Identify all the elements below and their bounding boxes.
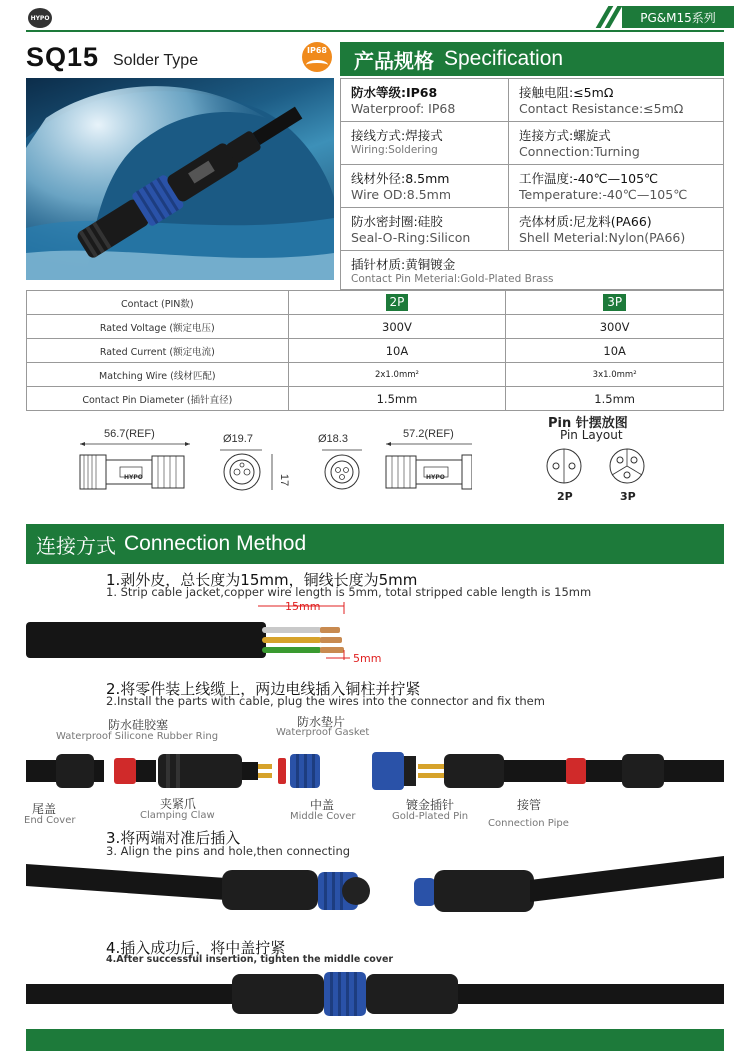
tighten-cover-diagram xyxy=(26,966,724,1026)
table-row xyxy=(27,363,724,387)
male-length-dim: 56.7(REF) xyxy=(104,428,155,440)
table-header-cell xyxy=(506,291,724,315)
spec-label-cn: 工作温度:-40℃—105℃ xyxy=(519,171,659,186)
dimension-drawing xyxy=(72,440,472,500)
table-header-cell xyxy=(288,291,506,315)
spec-label-en: Seal-O-Ring:Silicon xyxy=(351,230,471,245)
step-3-cn: 3.将两端对准后插入 xyxy=(106,829,241,847)
part-rubber-ring-cn: 防水硅胶塞 xyxy=(108,718,169,732)
spec-row xyxy=(341,165,723,208)
table-row xyxy=(27,387,724,411)
part-connection-pipe-en: Connection Pipe xyxy=(488,818,569,829)
spec-label-en: Contact Pin Meterial:Gold-Plated Brass xyxy=(351,273,554,285)
table-cell: 10A xyxy=(506,339,724,363)
spec-label-en: Connection:Turning xyxy=(519,144,640,159)
step-4-en: 4.After successful insertion, tighten the middle cover xyxy=(106,954,394,965)
part-rubber-ring-en: Waterproof Silicone Rubber Ring xyxy=(56,731,219,742)
part-connection-pipe-cn: 接管 xyxy=(517,798,542,812)
brand-logo: HYPO xyxy=(28,8,52,28)
part-gasket-cn: 防水垫片 xyxy=(297,715,346,729)
table-row xyxy=(27,339,724,363)
spec-label-cn: 防水等级:IP68 xyxy=(351,85,438,100)
table-row-label: Contact Pin Diameter (插针直径) xyxy=(27,387,289,411)
pin-label-2p: 2P xyxy=(557,490,573,503)
step-1-cn: 1.剥外皮，总长度为15mm，铜线长度为5mm xyxy=(106,571,418,589)
table-header-label: Contact (PIN数) xyxy=(27,291,289,315)
female-diameter-dim: Ø18.3 xyxy=(318,433,348,445)
part-end-cover-en: End Cover xyxy=(24,815,76,826)
table-row xyxy=(27,291,724,315)
connection-title-cn: 连接方式 xyxy=(36,533,116,558)
spec-cell xyxy=(509,208,723,250)
spec-label-cn: 接触电阻:≤5mΩ xyxy=(519,85,614,100)
step-3-en: 3. Align the pins and hole,then connecting xyxy=(106,844,351,858)
table-row-label: Rated Voltage (额定电压) xyxy=(27,315,289,339)
spec-cell xyxy=(341,251,723,289)
connection-title-en: Connection Method xyxy=(124,532,307,555)
spec-label-en: Wiring:Soldering xyxy=(351,144,438,156)
spec-title-cn: 产品规格 xyxy=(354,48,434,73)
table-cell: 2x1.0mm² xyxy=(288,363,506,387)
spec-row xyxy=(341,251,723,289)
part-clamping-claw-cn: 夹紧爪 xyxy=(160,797,197,811)
pin-layout-diagram xyxy=(544,446,654,486)
part-gold-pin-en: Gold-Plated Pin xyxy=(392,811,469,822)
pin-label-3p: 3P xyxy=(620,490,636,503)
spec-grid xyxy=(340,78,724,290)
spec-label-en: Contact Resistance:≤5mΩ xyxy=(519,101,684,116)
table-cell: 3x1.0mm² xyxy=(506,363,724,387)
spec-label-cn: 壳体材质:尼龙料(PA66) xyxy=(519,214,652,229)
footer-bar xyxy=(26,1029,724,1051)
pin-layout-title: Pin 针摆放图 xyxy=(548,416,628,431)
spec-label-en: Shell Meterial:Nylon(PA66) xyxy=(519,230,686,245)
parameter-table xyxy=(26,290,724,411)
part-middle-cover-cn: 中盖 xyxy=(310,798,335,812)
height-dim: 17 xyxy=(278,473,291,487)
spec-label-cn: 接线方式:焊接式 xyxy=(351,128,443,143)
step-2-en: 2.Install the parts with cable, plug the wires into the connector and fix them xyxy=(106,694,545,708)
pin-count-3p: 3P xyxy=(603,294,626,311)
strip-copper-length: 5mm xyxy=(353,652,382,665)
spec-label-cn: 连接方式:螺旋式 xyxy=(519,128,611,143)
table-cell: 300V xyxy=(288,315,506,339)
align-connect-diagram xyxy=(26,856,724,926)
connection-section-header xyxy=(26,524,724,564)
spec-label-cn: 线材外径:8.5mm xyxy=(351,171,450,186)
spec-cell xyxy=(509,122,723,164)
spec-cell xyxy=(341,208,509,250)
spec-cell xyxy=(509,79,723,121)
table-row xyxy=(27,315,724,339)
assembly-parts-diagram xyxy=(26,740,724,804)
series-label: PG&M15系列 xyxy=(622,6,734,28)
table-row-label: Rated Current (额定电流) xyxy=(27,339,289,363)
table-cell: 1.5mm xyxy=(288,387,506,411)
spec-title-en: Specification xyxy=(444,47,564,70)
table-cell: 10A xyxy=(288,339,506,363)
table-cell: 300V xyxy=(506,315,724,339)
spec-row xyxy=(341,122,723,165)
female-length-dim: 57.2(REF) xyxy=(403,428,454,440)
male-diameter-dim: Ø19.7 xyxy=(223,433,253,445)
spec-row xyxy=(341,208,723,251)
part-gold-pin-cn: 镀金插针 xyxy=(406,798,455,812)
table-row-label: Matching Wire (线材匹配) xyxy=(27,363,289,387)
spec-cell xyxy=(341,165,509,207)
table-cell: 1.5mm xyxy=(506,387,724,411)
model-number: SQ15 xyxy=(26,42,100,72)
part-clamping-claw-en: Clamping Claw xyxy=(140,810,215,821)
step-4-cn: 4.插入成功后，将中盖拧紧 xyxy=(106,939,286,957)
part-middle-cover-en: Middle Cover xyxy=(290,811,356,822)
series-banner xyxy=(592,6,734,28)
step-1-en: 1. Strip cable jacket,copper wire length is 5mm, total stripped cable length is 15mm xyxy=(106,585,592,599)
step-2-cn: 2.将零件装上线缆上，两边电线插入铜柱并拧紧 xyxy=(106,680,421,698)
spec-cell xyxy=(341,79,509,121)
spec-cell xyxy=(509,165,723,207)
spec-label-cn: 插针材质:黄铜镀金 xyxy=(351,257,456,272)
brand-mark-male: HYPO xyxy=(124,474,143,481)
part-gasket-en: Waterproof Gasket xyxy=(276,727,370,738)
brand-mark-female: HYPO xyxy=(426,474,445,481)
spec-label-en: Wire OD:8.5mm xyxy=(351,187,451,202)
pin-count-2p: 2P xyxy=(386,294,409,311)
product-photo xyxy=(26,78,334,280)
model-type: Solder Type xyxy=(113,52,199,69)
spec-section-header xyxy=(340,42,724,76)
spec-label-en: Temperature:-40℃—105℃ xyxy=(519,187,688,202)
strip-total-length: 15mm xyxy=(285,600,321,613)
header-rule xyxy=(26,30,724,32)
ip68-badge-icon: IP68 xyxy=(302,42,332,72)
spec-cell xyxy=(341,122,509,164)
part-end-cover-cn: 尾盖 xyxy=(32,802,57,816)
spec-label-en: Waterproof: IP68 xyxy=(351,101,456,116)
spec-row xyxy=(341,79,723,122)
pin-layout-subtitle: Pin Layout xyxy=(560,428,623,442)
spec-label-cn: 防水密封圈:硅胶 xyxy=(351,214,443,229)
